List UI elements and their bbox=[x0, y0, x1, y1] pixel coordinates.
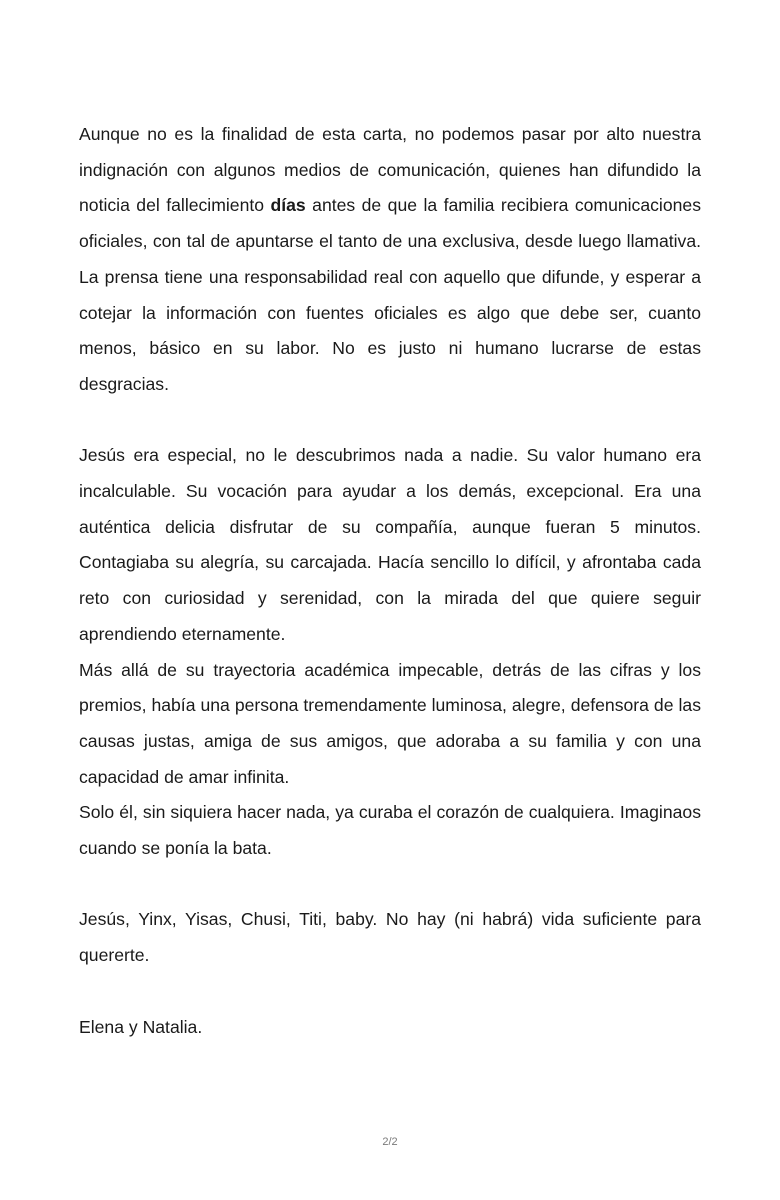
paragraph-spacer bbox=[79, 867, 701, 903]
paragraph-spacer bbox=[79, 403, 701, 439]
paragraph-media-criticism-start: Aunque no es la finalidad de esta carta, no podemos pasar por alto nuestra indignación con algunos medios de comunicación, quienes han difundido la noticia del fallecimiento bbox=[79, 124, 701, 216]
paragraph-heart: Solo él, sin siquiera hacer nada, ya curaba el corazón de cualquiera. Imaginaos cuando se ponía la bata. bbox=[79, 802, 701, 859]
paragraph-media-criticism-end: antes de que la familia recibiera comunicaciones oficiales, con tal de apuntarse el tanto de una exclusiva, desde luego llamativa. La prensa tiene una responsabilidad real con aquello que difunde, y esperar a cotejar la información con fuentes oficiales es algo que debe ser, cuanto menos, básico en su labor. No es justo ni humano lucrarse de estas desgracias. bbox=[79, 195, 701, 394]
paragraph-jesus-special: Jesús era especial, no le descubrimos nada a nadie. Su valor humano era incalculable. Su vocación para ayudar a los demás, excepcional. Era una auténtica delicia disfrutar de su compañía, aunque fueran 5 minutos. Contagiaba su alegría, su carcajada. Hacía sencillo lo difícil, y afrontaba cada reto con curiosidad y serenidad, con la mirada del que quiere seguir aprendiendo eternamente. bbox=[79, 445, 701, 644]
signature: Elena y Natalia. bbox=[79, 1016, 203, 1037]
paragraph-academic-path: Más allá de su trayectoria académica impecable, detrás de las cifras y los premios, había una persona tremendamente luminosa, alegre, defensora de las causas justas, amiga de sus amigos, que adoraba a su familia y con una capacidad de amar infinita. bbox=[79, 659, 701, 787]
page-number: 2/2 bbox=[382, 1136, 398, 1148]
emphasis-dias: días bbox=[270, 195, 306, 216]
paragraph-media-criticism bbox=[79, 117, 701, 403]
paragraph-spacer bbox=[79, 974, 701, 1010]
letter-body bbox=[79, 117, 701, 1045]
paragraph-nicknames: Jesús, Yinx, Yisas, Chusi, Titi, baby. No hay (ni habrá) vida suficiente para quererte. bbox=[79, 909, 701, 966]
